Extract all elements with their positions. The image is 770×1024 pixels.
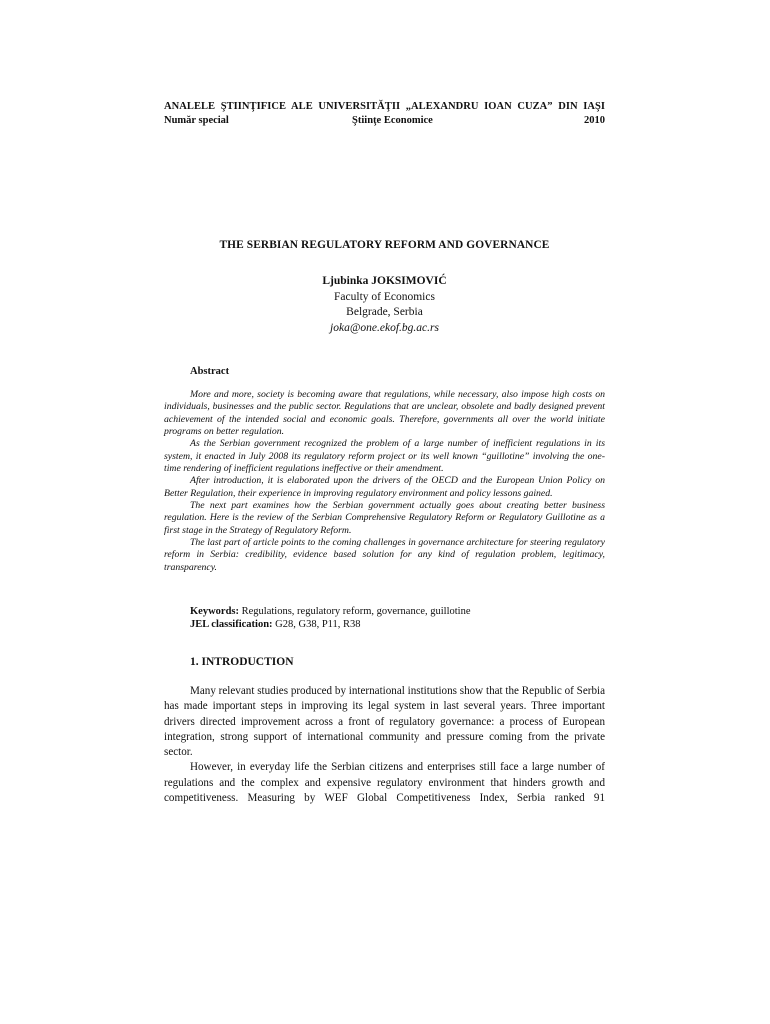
paper-title: THE SERBIAN REGULATORY REFORM AND GOVERNANCE	[219, 239, 550, 251]
keywords-line	[190, 605, 605, 618]
year-label: 2010	[583, 115, 605, 126]
body-paragraph: However, in everyday life the Serbian citizens and enterprises still face a large number of regulations and the complex and expensive regulatory environment that hinders growth and competitiveness. Measuring by WEF Global Competitiveness Index, Serbia ranked 91	[164, 761, 605, 804]
keywords-value: Regulations, regulatory reform, governance, guillotine	[241, 606, 471, 617]
jel-label: JEL classification:	[190, 619, 273, 630]
abstract-paragraph: The next part examines how the Serbian government actually goes about creating better business regulation. Here is the review of the Serbian Comprehensive Regulatory Reform or Regulatory Guillotine as a first stage in the Strategy of Regulatory Reform.	[164, 500, 605, 536]
abstract-paragraph: As the Serbian government recognized the problem of a large number of inefficient regulations in its system, it enacted in July 2008 its regulatory reform project or its well known “guillotine” involving the one-time rendering of inefficient regulations ineffective or their amendment.	[164, 438, 605, 475]
section-label: Ştiinţe Economice	[352, 115, 433, 126]
abstract-heading: Abstract	[190, 366, 230, 377]
author-email: joka@one.ekof.bg.ac.rs	[330, 321, 439, 334]
keywords-block	[190, 605, 605, 631]
keywords-label: Keywords:	[190, 606, 239, 617]
journal-header: ANALELE ŞTIINŢIFICE ALE UNIVERSITĂŢII „ALEXANDRU IOAN CUZA” DIN IAŞI	[164, 101, 605, 112]
abstract-paragraph: More and more, society is becoming aware that regulations, while necessary, also impose high costs on individuals, businesses and the public sector. Regulations that are unclear, obsolete and badly designed prevent achievement of the intended social and economic goals. Therefore, governments all over the world initiate programs on better regulation.	[164, 389, 605, 438]
introduction-body	[164, 684, 605, 806]
issue-line	[164, 115, 605, 126]
issue-label: Număr special	[164, 115, 229, 126]
author-location: Belgrade, Serbia	[346, 306, 423, 318]
author-affiliation: Faculty of Economics	[334, 290, 435, 303]
abstract-paragraph: The last part of article points to the coming challenges in governance architecture for steering regulatory reform in Serbia: credibility, evidence based solution for any kind of regulation problem, legitimacy, transparency.	[164, 537, 605, 573]
author-name: Ljubinka JOKSIMOVIĆ	[322, 275, 447, 287]
body-paragraph: Many relevant studies produced by international institutions show that the Republic of Serbia has made important steps in improving its legal system in last several years. Three important drivers directed improvement across a front of regulatory governance: a process of European integration, strong support of international community and pressure coming from the private sector.	[164, 685, 605, 758]
abstract-body	[164, 389, 605, 574]
author-block	[164, 274, 605, 336]
abstract-paragraph: After introduction, it is elaborated upon the drivers of the OECD and the European Union Policy on Better Regulation, their experience in improving regulatory environment and policy lessons gained.	[164, 475, 605, 499]
jel-line	[190, 618, 605, 631]
section-heading-introduction: 1. INTRODUCTION	[190, 656, 294, 668]
jel-value: G28, G38, P11, R38	[275, 619, 361, 630]
